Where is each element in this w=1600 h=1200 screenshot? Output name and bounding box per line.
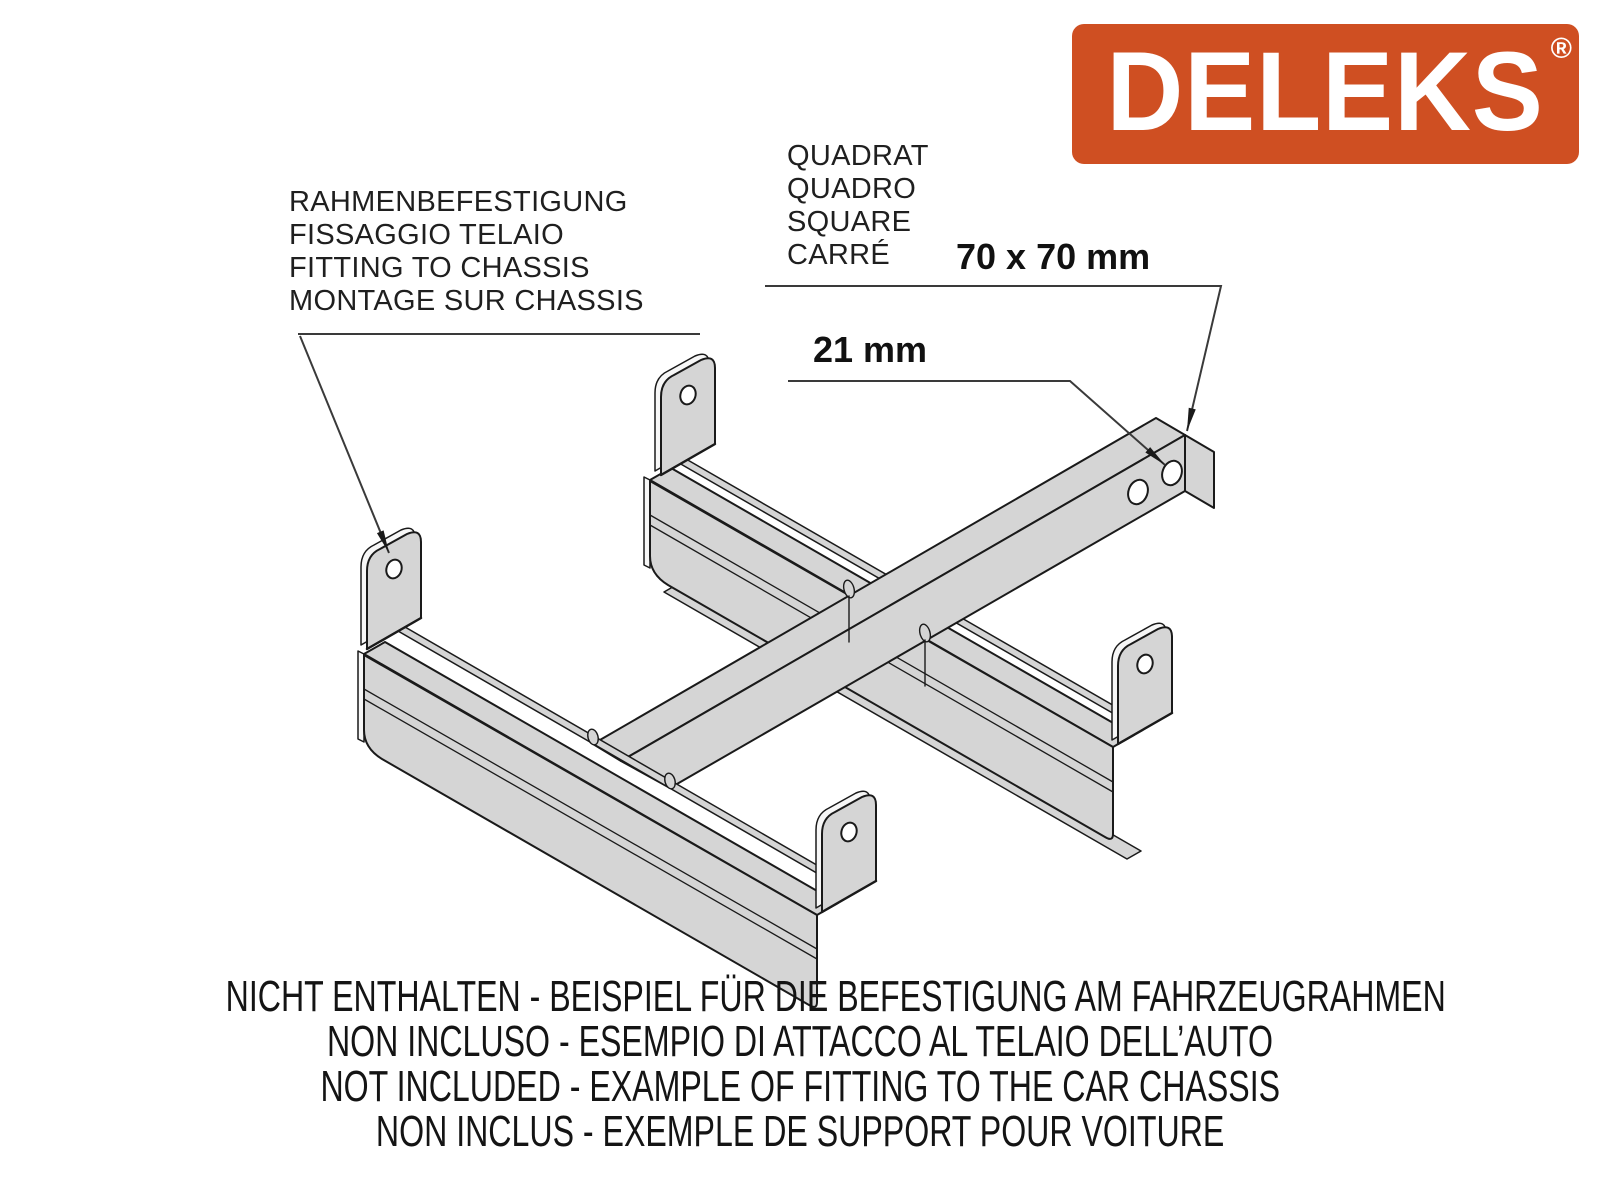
leader-arrow-fitting bbox=[300, 336, 389, 553]
footer-line-fr bbox=[0, 1109, 1600, 1154]
label-line: MONTAGE SUR CHASSIS bbox=[289, 285, 644, 317]
footer-line-it bbox=[0, 1019, 1600, 1064]
logo-wordmark: DELEKS bbox=[1106, 29, 1545, 154]
footer-text: NOT INCLUDED - EXAMPLE OF FITTING TO THE CAR CHASSIS bbox=[320, 1062, 1280, 1111]
footer-notes bbox=[0, 974, 1600, 1154]
label-line: QUADRAT bbox=[787, 140, 929, 172]
label-line: CARRÉ bbox=[787, 239, 891, 271]
footer-text: NON INCLUS - EXEMPLE DE SUPPORT POUR VOITURE bbox=[375, 1107, 1225, 1156]
label-square-tube bbox=[787, 140, 929, 272]
deleks-logo bbox=[1072, 24, 1579, 164]
dimension-21mm: 21 mm bbox=[813, 329, 928, 370]
footer-line-en bbox=[0, 1064, 1600, 1109]
label-line: FISSAGGIO TELAIO bbox=[289, 219, 565, 251]
registered-trademark-icon: ® bbox=[1550, 33, 1572, 65]
footer-line-de bbox=[0, 974, 1600, 1019]
tube-end-cap bbox=[1185, 435, 1214, 508]
label-line: QUADRO bbox=[787, 173, 917, 205]
label-chassis-fitting bbox=[289, 186, 644, 318]
label-line: RAHMENBEFESTIGUNG bbox=[289, 186, 628, 218]
notch-tab bbox=[586, 728, 600, 746]
footer-text: NICHT ENTHALTEN - BEISPIEL FÜR DIE BEFESTIGUNG AM FAHRZEUGRAHMEN bbox=[225, 972, 1446, 1021]
dimension-70x70: 70 x 70 mm bbox=[956, 236, 1151, 277]
label-line: FITTING TO CHASSIS bbox=[289, 252, 590, 284]
label-line: SQUARE bbox=[787, 206, 912, 238]
footer-text: NON INCLUSO - ESEMPIO DI ATTACCO AL TELAIO DELL’AUTO bbox=[327, 1017, 1273, 1066]
